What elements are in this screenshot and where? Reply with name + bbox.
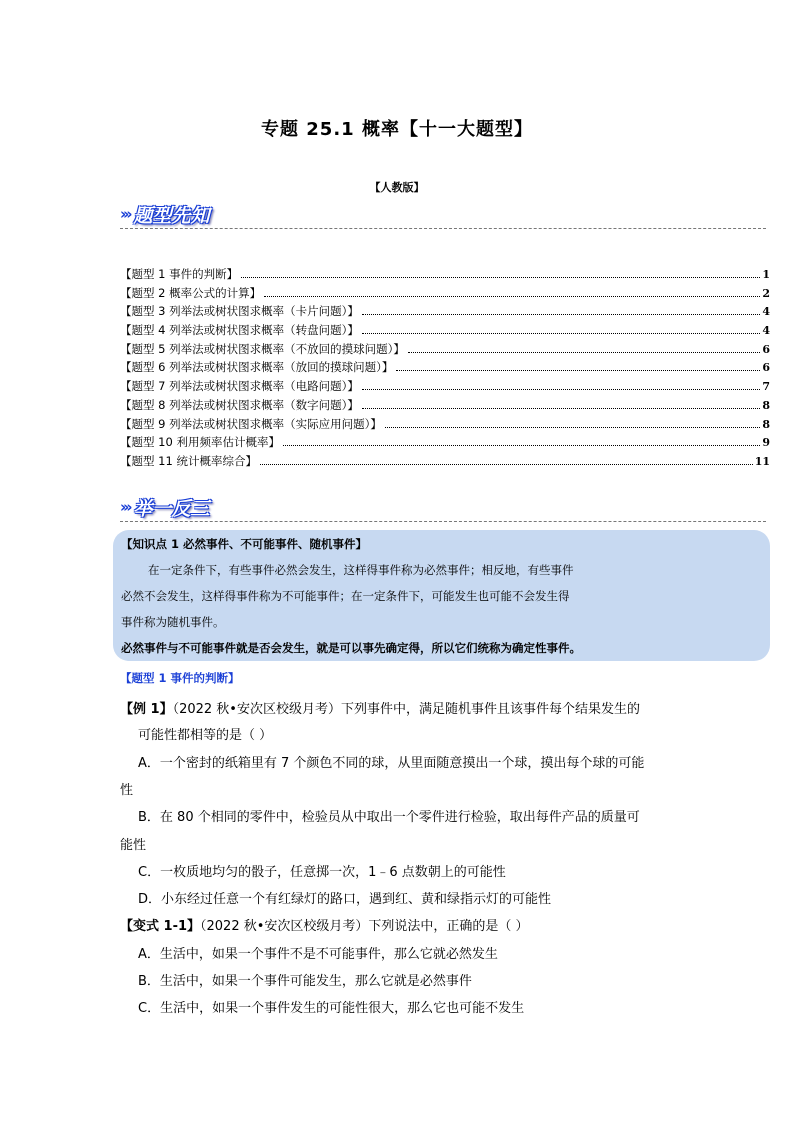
toc-entry[interactable]: [120, 322, 770, 341]
knowledge-text: 在一定条件下，有些事件必然会发生，这样得事件称为必然事件；相反地，有些事件: [148, 563, 574, 577]
table-of-contents: [120, 266, 770, 472]
toc-leader: [260, 464, 753, 465]
toc-entry[interactable]: [120, 303, 770, 322]
toc-entry-label: 【题型 11 统计概率综合】: [120, 453, 257, 468]
edition-label: 【人教版】: [369, 181, 425, 194]
variant-stem-text: （2022 秋•安次区校级月考）下列说法中，正确的是（ ）: [200, 919, 529, 934]
toc-leader: [396, 370, 760, 371]
toc-entry-page: 1: [762, 268, 770, 281]
variant-stem: [120, 915, 529, 934]
example-stem: [120, 698, 640, 717]
triple-arrow-icon: ›››: [120, 205, 130, 223]
page-title: 专题 25.1 概率【十一大题型】: [261, 119, 533, 140]
knowledge-point-box: [113, 530, 770, 661]
toc-entry[interactable]: [120, 453, 770, 472]
toc-entry[interactable]: [120, 341, 770, 360]
knowledge-text: 必然事件与不可能事件就是否会发生，就是可以事先确定得，所以它们统称为确定性事件。: [121, 641, 581, 655]
toc-entry-label: 【题型 6 列举法或树状图求概率（放回的摸球问题）】: [120, 360, 394, 375]
question-type-heading: 【题型 1 事件的判断】: [120, 671, 240, 685]
toc-entry[interactable]: [120, 266, 770, 285]
toc-entry-page: 6: [762, 342, 770, 356]
toc-entry[interactable]: [120, 378, 770, 397]
toc-entry-page: 4: [762, 305, 770, 319]
toc-entry-page: 11: [754, 454, 770, 468]
toc-leader: [362, 333, 760, 334]
section-banner-examples: [120, 494, 210, 520]
toc-leader: [241, 277, 760, 278]
example-tag: 【例 1】: [120, 702, 173, 717]
section-banner-text: 举一反三: [133, 497, 210, 520]
toc-entry[interactable]: [120, 285, 770, 304]
knowledge-point-title: 【知识点 1 必然事件、不可能事件、随机事件】: [121, 537, 368, 551]
toc-leader: [362, 408, 760, 409]
section-divider: [120, 228, 766, 229]
toc-entry-label: 【题型 3 列举法或树状图求概率（卡片问题）】: [120, 304, 359, 319]
section-divider: [120, 521, 766, 522]
toc-entry-label: 【题型 9 列举法或树状图求概率（实际应用问题）】: [120, 416, 382, 431]
toc-leader: [362, 314, 760, 315]
option-b: B．在 80 个相同的零件中，检验员从中取出一个零件进行检验，取出每件产品的质量可: [138, 810, 640, 825]
toc-entry-page: 8: [762, 417, 770, 431]
variant-option-a: A．生活中，如果一个事件不是不可能事件，那么它就必然发生: [138, 947, 498, 962]
toc-entry-page: 9: [762, 436, 770, 450]
option-a-cont: 性: [120, 783, 134, 798]
toc-entry-label: 【题型 10 利用频率估计概率】: [120, 435, 280, 450]
variant-tag: 【变式 1-1】: [120, 919, 201, 934]
toc-leader: [362, 389, 760, 390]
section-banner-text: 题型先知: [133, 204, 210, 227]
toc-entry-label: 【题型 7 列举法或树状图求概率（电路问题）】: [120, 379, 359, 394]
toc-leader: [408, 352, 760, 353]
toc-entry-label: 【题型 1 事件的判断】: [120, 267, 239, 281]
option-d: D．小东经过任意一个有红绿灯的路口，遇到红、黄和绿指示灯的可能性: [138, 892, 552, 907]
toc-entry[interactable]: [120, 434, 770, 453]
toc-entry-label: 【题型 4 列举法或树状图求概率（转盘问题）】: [120, 323, 359, 338]
triple-arrow-icon: ›››: [120, 498, 130, 516]
example-stem-cont: 可能性都相等的是（ ）: [138, 728, 273, 743]
toc-leader: [264, 296, 760, 297]
toc-entry-label: 【题型 8 列举法或树状图求概率（数字问题）】: [120, 397, 359, 412]
knowledge-text: 必然不会发生，这样得事件称为不可能事件；在一定条件下，可能发生也可能不会发生得: [121, 589, 570, 603]
toc-leader: [385, 427, 760, 428]
option-a: A．一个密封的纸箱里有 7 个颜色不同的球，从里面随意摸出一个球，摸出每个球的可能: [138, 756, 645, 771]
toc-entry[interactable]: [120, 416, 770, 435]
option-b-cont: 能性: [120, 838, 147, 853]
toc-entry-page: 2: [762, 286, 770, 300]
option-c: C．一枚质地均匀的骰子，任意掷一次，1﹣6 点数朝上的可能性: [138, 865, 506, 880]
knowledge-text: 事件称为随机事件。: [121, 615, 225, 629]
variant-option-b: B．生活中，如果一个事件可能发生，那么它就是必然事件: [138, 974, 472, 989]
toc-entry-page: 7: [762, 380, 770, 394]
toc-leader: [283, 445, 760, 446]
section-banner-overview: [120, 201, 210, 227]
toc-entry-page: 8: [762, 398, 770, 412]
toc-entry-page: 6: [762, 361, 770, 375]
toc-entry[interactable]: [120, 397, 770, 416]
toc-entry-label: 【题型 2 概率公式的计算】: [120, 285, 262, 300]
toc-entry-label: 【题型 5 列举法或树状图求概率（不放回的摸球问题）】: [120, 341, 405, 356]
example-stem-text: （2022 秋•安次区校级月考）下列事件中，满足随机事件且该事件每个结果发生的: [172, 702, 640, 717]
toc-entry[interactable]: [120, 359, 770, 378]
variant-option-c: C．生活中，如果一个事件发生的可能性很大，那么它也可能不发生: [138, 1001, 525, 1016]
toc-entry-page: 4: [762, 324, 770, 338]
